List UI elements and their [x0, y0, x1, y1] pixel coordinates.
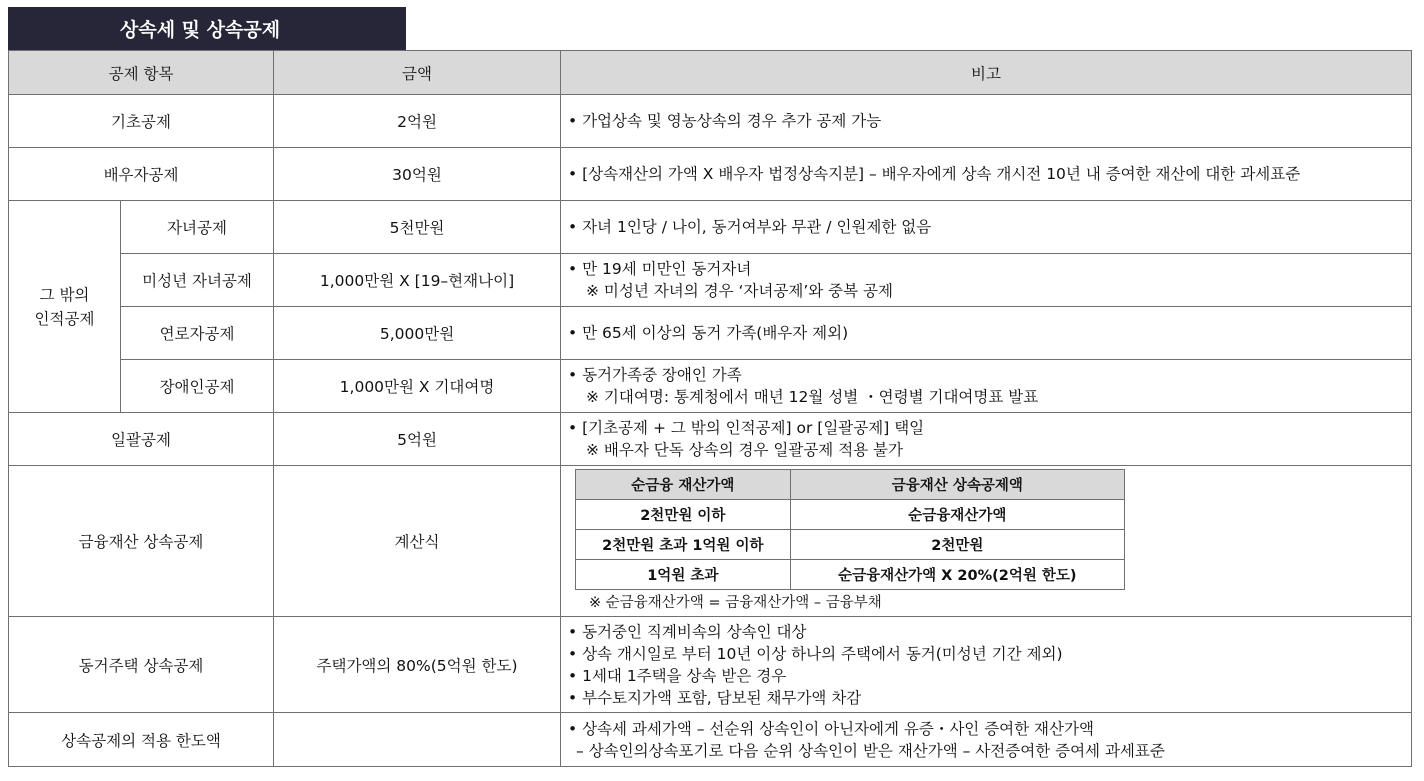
note-spouse: [561, 148, 1412, 201]
inner-cell: 1억원 초과: [576, 560, 791, 590]
inner-cell: 2천만원 초과 1억원 이하: [576, 530, 791, 560]
table-header-row: [9, 51, 1412, 95]
table-row: [9, 713, 1412, 767]
note-line: ※ 배우자 단독 상속의 경우 일괄공제 적용 불가: [586, 441, 904, 459]
inner-cell: 2천만원 이하: [576, 500, 791, 530]
inner-header-row: [576, 470, 1125, 500]
item-housing: 동거주택 상속공제: [9, 617, 274, 713]
table-row: [9, 617, 1412, 713]
note-line: • [상속재산의 가액 X 배우자 법정상속지분] – 배우자에게 상속 개시전 10년 내 증여한 재산에 대한 과세표준: [568, 165, 1301, 183]
table-row: [9, 360, 1412, 413]
note-disabled: [561, 360, 1412, 413]
amount-housing: 주택가액의 80%(5억원 한도): [274, 617, 561, 713]
deduction-table: [8, 50, 1412, 767]
table-row: [9, 466, 1412, 617]
amount-basic: 2억원: [274, 95, 561, 148]
note-line: • [기초공제 + 그 밖의 인적공제] or [일괄공제] 택일: [568, 419, 925, 437]
note-line: • 상속 개시일로 부터 10년 이상 하나의 주택에서 동거(미성년 기간 제외): [568, 644, 1063, 663]
note-elderly: [561, 307, 1412, 360]
item-elderly: 연로자공제: [121, 307, 274, 360]
item-limit: 상속공제의 적용 한도액: [9, 713, 274, 767]
inner-row: [576, 500, 1125, 530]
item-disabled: 장애인공제: [121, 360, 274, 413]
table-row: [9, 148, 1412, 201]
note-line: • 자녀 1인당 / 나이, 동거여부와 무관 / 인원제한 없음: [568, 218, 932, 236]
note-line: ※ 미성년 자녀의 경우 ‘자녀공제’와 중복 공제: [586, 282, 893, 300]
table-row: [9, 307, 1412, 360]
amount-child: 5천만원: [274, 201, 561, 254]
inner-cell: 2천만원: [790, 530, 1124, 560]
note-line: ※ 기대여명: 통계청에서 매년 12월 성별 ・연령별 기대여명표 발표: [586, 388, 1039, 406]
header-amount: 금액: [274, 51, 561, 95]
table-row: [9, 95, 1412, 148]
note-basic: [561, 95, 1412, 148]
item-financial: 금융재산 상속공제: [9, 466, 274, 617]
inner-cell: 순금융재산가액: [790, 500, 1124, 530]
header-item: 공제 항목: [9, 51, 274, 95]
amount-disabled: 1,000만원 X 기대여명: [274, 360, 561, 413]
amount-elderly: 5,000만원: [274, 307, 561, 360]
amount-limit: [274, 713, 561, 767]
item-spouse: 배우자공제: [9, 148, 274, 201]
note-lump: [561, 413, 1412, 466]
header-note: 비고: [561, 51, 1412, 95]
inner-row: [576, 530, 1125, 560]
note-limit: [561, 713, 1412, 767]
page-title: 상속세 및 상속공제: [8, 7, 406, 50]
financial-footnote: ※ 순금융재산가액 = 금융재산가액 – 금융부채: [589, 595, 882, 611]
item-basic: 기초공제: [9, 95, 274, 148]
note-line: • 만 19세 미만인 동거자녀: [568, 260, 752, 278]
table-row: [9, 254, 1412, 307]
note-line: • 상속세 과세가액 – 선순위 상속인이 아닌자에게 유증・사인 증여한 재산가액: [568, 719, 1094, 738]
inner-row: [576, 560, 1125, 590]
item-child: 자녀공제: [121, 201, 274, 254]
note-line: • 만 65세 이상의 동거 가족(배우자 제외): [568, 324, 849, 342]
table-row: [9, 413, 1412, 466]
note-child: [561, 201, 1412, 254]
note-line: • 가업상속 및 영농상속의 경우 추가 공제 가능: [568, 112, 882, 130]
note-financial: [561, 466, 1412, 617]
inner-cell: 순금융재산가액 X 20%(2억원 한도): [790, 560, 1124, 590]
amount-financial: 계산식: [274, 466, 561, 617]
inner-header: 순금융 재산가액: [576, 470, 791, 500]
inner-header: 금융재산 상속공제액: [790, 470, 1124, 500]
item-minor: 미성년 자녀공제: [121, 254, 274, 307]
note-minor: [561, 254, 1412, 307]
note-housing: [561, 617, 1412, 713]
note-line: • 동거중인 직계비속의 상속인 대상: [568, 622, 807, 641]
amount-lump: 5억원: [274, 413, 561, 466]
note-line: • 동거가족중 장애인 가족: [568, 366, 742, 384]
note-line: • 1세대 1주택을 상속 받은 경우: [568, 666, 787, 685]
table-row: [9, 201, 1412, 254]
amount-minor: 1,000만원 X [19–현재나이]: [274, 254, 561, 307]
financial-formula-table: [575, 469, 1125, 590]
item-lump: 일괄공제: [9, 413, 274, 466]
note-line: • 부수토지가액 포함, 담보된 채무가액 차감: [568, 688, 862, 707]
personal-group-label: 그 밖의 인적공제: [9, 201, 121, 413]
amount-spouse: 30억원: [274, 148, 561, 201]
note-line: – 상속인의상속포기로 다음 순위 상속인이 받은 재산가액 – 사전증여한 증여세 과세표준: [576, 741, 1165, 760]
